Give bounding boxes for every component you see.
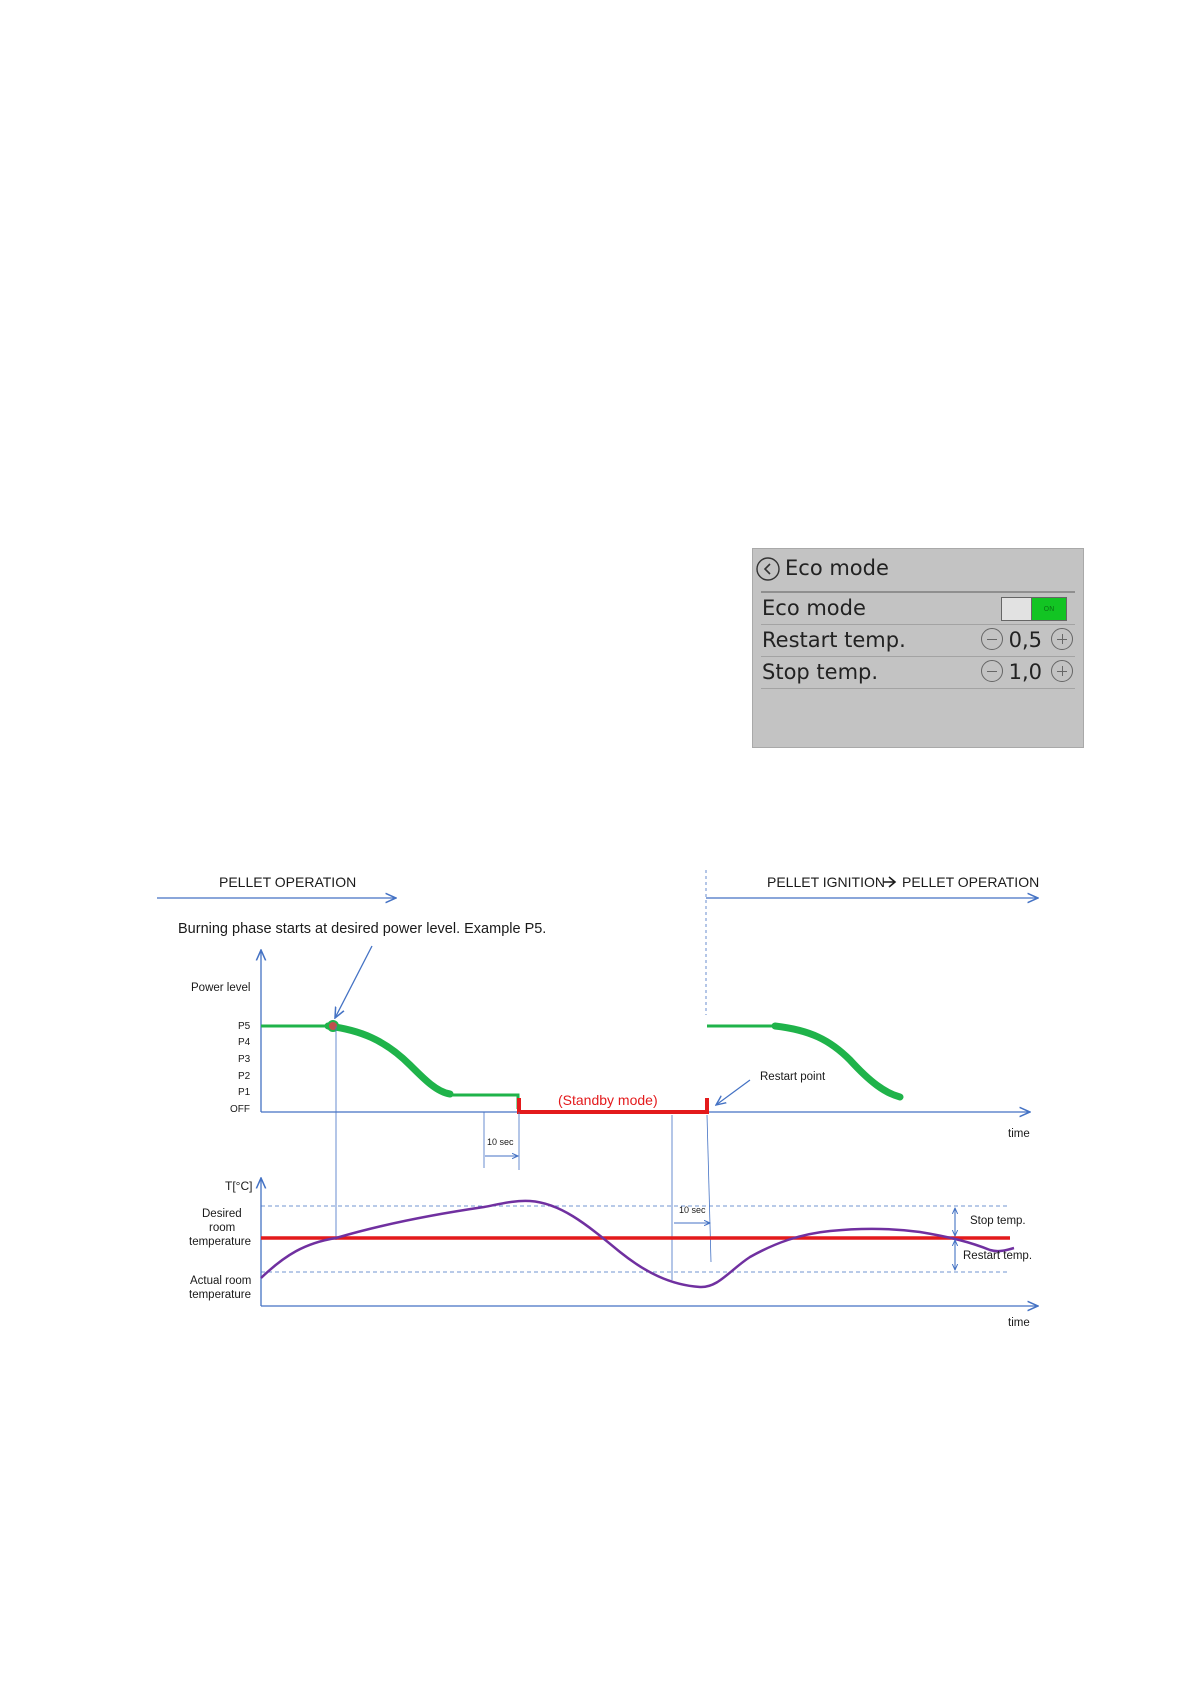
- eco-mode-label: Eco mode: [762, 596, 866, 620]
- panel-header: [753, 549, 1083, 591]
- stop-temp-plus-icon[interactable]: [1051, 660, 1073, 682]
- annotation-pointer-arrow: [335, 946, 372, 1018]
- tick-p1: P1: [238, 1087, 251, 1098]
- pellet-ignition-label: PELLET IGNITION: [767, 874, 885, 890]
- power-axis-title: Power level: [191, 982, 251, 994]
- desired-temp-label-3: temperature: [189, 1236, 252, 1248]
- desired-temp-label-2: room: [209, 1222, 236, 1234]
- power-level-p1-line: [450, 1095, 518, 1109]
- restart-point-arrow: [716, 1080, 750, 1105]
- restart-temp-value: 0,5: [1008, 628, 1042, 652]
- tick-off: OFF: [230, 1104, 250, 1115]
- standby-mode-label: (Standby mode): [558, 1092, 658, 1108]
- stop-temp-minus-icon[interactable]: [981, 660, 1003, 682]
- temp-axis-title: T[°C]: [225, 1179, 253, 1193]
- restart-temp-label: Restart temp.: [762, 628, 906, 652]
- pellet-operation-label: PELLET OPERATION: [219, 874, 357, 890]
- tick-p3: P3: [238, 1054, 251, 1065]
- delay-label-left: 10 sec: [487, 1137, 514, 1147]
- eco-mode-toggle[interactable]: [1001, 597, 1067, 621]
- tick-p4: P4: [238, 1037, 251, 1048]
- delay-label-right: 10 sec: [679, 1205, 706, 1215]
- actual-temp-label-1: Actual room: [190, 1275, 252, 1287]
- stop-temp-value: 1,0: [1008, 660, 1042, 684]
- eco-mode-panel: [752, 548, 1084, 748]
- toggle-on-indicator: ON: [1031, 598, 1066, 620]
- actual-temp-label-2: temperature: [189, 1289, 252, 1301]
- delay-right-right-bound: [707, 1115, 711, 1262]
- row-restart-temp: [761, 625, 1075, 657]
- back-icon[interactable]: [756, 557, 780, 581]
- power-time-label: time: [1008, 1128, 1030, 1140]
- tick-p5: P5: [238, 1021, 251, 1032]
- pellet-operation-right-label: PELLET OPERATION: [902, 874, 1040, 890]
- restart-temp-annotation: Restart temp.: [963, 1250, 1033, 1262]
- panel-title: Eco mode: [785, 556, 889, 580]
- temp-time-label: time: [1008, 1317, 1030, 1329]
- restart-temp-minus-icon[interactable]: [981, 628, 1003, 650]
- desired-temp-label-1: Desired: [202, 1208, 242, 1220]
- power-restart-curve: [775, 1026, 900, 1097]
- burning-phase-annotation: Burning phase starts at desired power level. Example P5.: [178, 921, 547, 937]
- stop-temp-label: Stop temp.: [762, 660, 879, 684]
- stop-temp-annotation: Stop temp.: [970, 1215, 1026, 1227]
- actual-temp-curve: [261, 1201, 1014, 1287]
- eco-mode-diagram: [0, 860, 1191, 1340]
- restart-point-label: Restart point: [760, 1071, 826, 1083]
- restart-temp-plus-icon[interactable]: [1051, 628, 1073, 650]
- tick-p2: P2: [238, 1071, 251, 1082]
- power-modulation-curve: [328, 1026, 450, 1094]
- row-stop-temp: [761, 657, 1075, 689]
- row-eco-mode: [761, 593, 1075, 625]
- burning-start-marker: [328, 1021, 338, 1031]
